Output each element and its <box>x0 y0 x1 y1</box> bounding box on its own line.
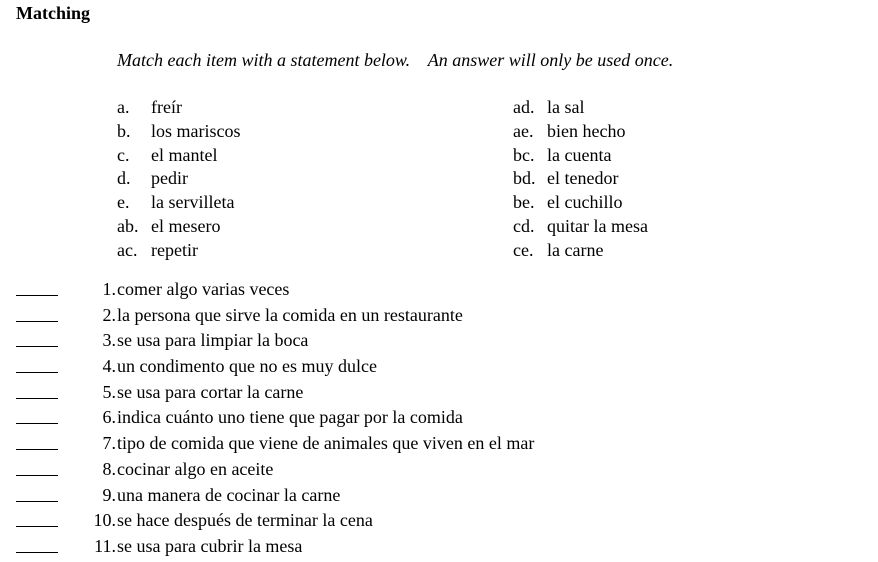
answer-option <box>513 239 648 263</box>
answer-blank[interactable] <box>16 423 58 424</box>
answer-option <box>513 120 648 144</box>
answer-option <box>117 120 241 144</box>
option-letter: bd. <box>513 168 536 189</box>
question-number: 6. <box>102 407 116 428</box>
question-number: 4. <box>102 356 116 377</box>
answer-blank[interactable] <box>16 501 58 502</box>
answer-blank[interactable] <box>16 552 58 553</box>
question-text: una manera de cocinar la carne <box>117 484 341 505</box>
answer-blank[interactable] <box>16 295 58 296</box>
answer-blank[interactable] <box>16 321 58 322</box>
answer-option <box>513 167 648 191</box>
option-letter: ae. <box>513 120 534 141</box>
answer-blank[interactable] <box>16 346 58 347</box>
option-letter: d. <box>117 168 131 189</box>
answer-option <box>117 96 241 120</box>
answer-option <box>513 191 648 215</box>
answer-option <box>513 144 648 168</box>
answer-option <box>117 239 241 263</box>
question-text: cocinar algo en aceite <box>117 458 274 479</box>
option-letter: a. <box>117 97 130 117</box>
answer-blank[interactable] <box>16 475 58 476</box>
question-number: 5. <box>102 381 116 402</box>
answer-blank[interactable] <box>16 526 58 527</box>
option-text: el mesero <box>151 215 221 236</box>
answer-option <box>117 167 241 191</box>
section-title: Matching <box>16 3 90 23</box>
option-text: freír <box>151 97 182 117</box>
option-text: pedir <box>151 168 188 189</box>
answer-option <box>117 191 241 215</box>
question-number: 3. <box>102 330 116 351</box>
question-number: 1. <box>102 279 116 299</box>
question-number: 2. <box>102 304 116 325</box>
question-text: comer algo varias veces <box>117 279 290 299</box>
option-text: el cuchillo <box>547 192 623 213</box>
option-letter: b. <box>117 120 131 141</box>
option-letter: ce. <box>513 239 534 260</box>
question-number: 9. <box>102 484 116 505</box>
option-text: el mantel <box>151 144 218 165</box>
question-number: 7. <box>102 433 116 454</box>
option-letter: cd. <box>513 215 535 236</box>
answer-options-left <box>117 96 241 263</box>
question-text: se usa para cubrir la mesa <box>117 535 303 556</box>
option-text: el tenedor <box>547 168 619 189</box>
option-text: la servilleta <box>151 192 235 213</box>
question-text: la persona que sirve la comida en un restaurante <box>117 304 463 325</box>
option-text: quitar la mesa <box>547 215 648 236</box>
question-text: un condimento que no es muy dulce <box>117 356 377 377</box>
option-letter: ac. <box>117 239 138 260</box>
option-letter: ad. <box>513 97 535 117</box>
question-text: se usa para cortar la carne <box>117 381 304 402</box>
question-number: 8. <box>102 458 116 479</box>
answer-option <box>513 96 648 120</box>
option-letter: bc. <box>513 144 535 165</box>
question-text: indica cuánto uno tiene que pagar por la comida <box>117 407 463 428</box>
option-text: la carne <box>547 239 604 260</box>
option-letter: be. <box>513 192 535 213</box>
option-text: bien hecho <box>547 120 626 141</box>
option-text: repetir <box>151 239 198 260</box>
answer-option <box>117 144 241 168</box>
instructions: Match each item with a statement below. An answer will only be used once. <box>117 50 674 70</box>
option-text: los mariscos <box>151 120 241 141</box>
option-text: la sal <box>547 97 585 117</box>
answer-blank[interactable] <box>16 449 58 450</box>
option-letter: c. <box>117 144 130 165</box>
answer-options-right <box>513 96 648 263</box>
answer-blank[interactable] <box>16 398 58 399</box>
answer-option <box>117 215 241 239</box>
question-text: tipo de comida que viene de animales que viven en el mar <box>117 433 535 454</box>
question-number: 10. <box>93 510 116 531</box>
question-number: 11. <box>94 535 116 556</box>
answer-blank[interactable] <box>16 372 58 373</box>
option-text: la cuenta <box>547 144 612 165</box>
option-letter: ab. <box>117 215 139 236</box>
question-text: se hace después de terminar la cena <box>117 510 373 531</box>
answer-option <box>513 215 648 239</box>
option-letter: e. <box>117 192 130 213</box>
question-text: se usa para limpiar la boca <box>117 330 309 351</box>
